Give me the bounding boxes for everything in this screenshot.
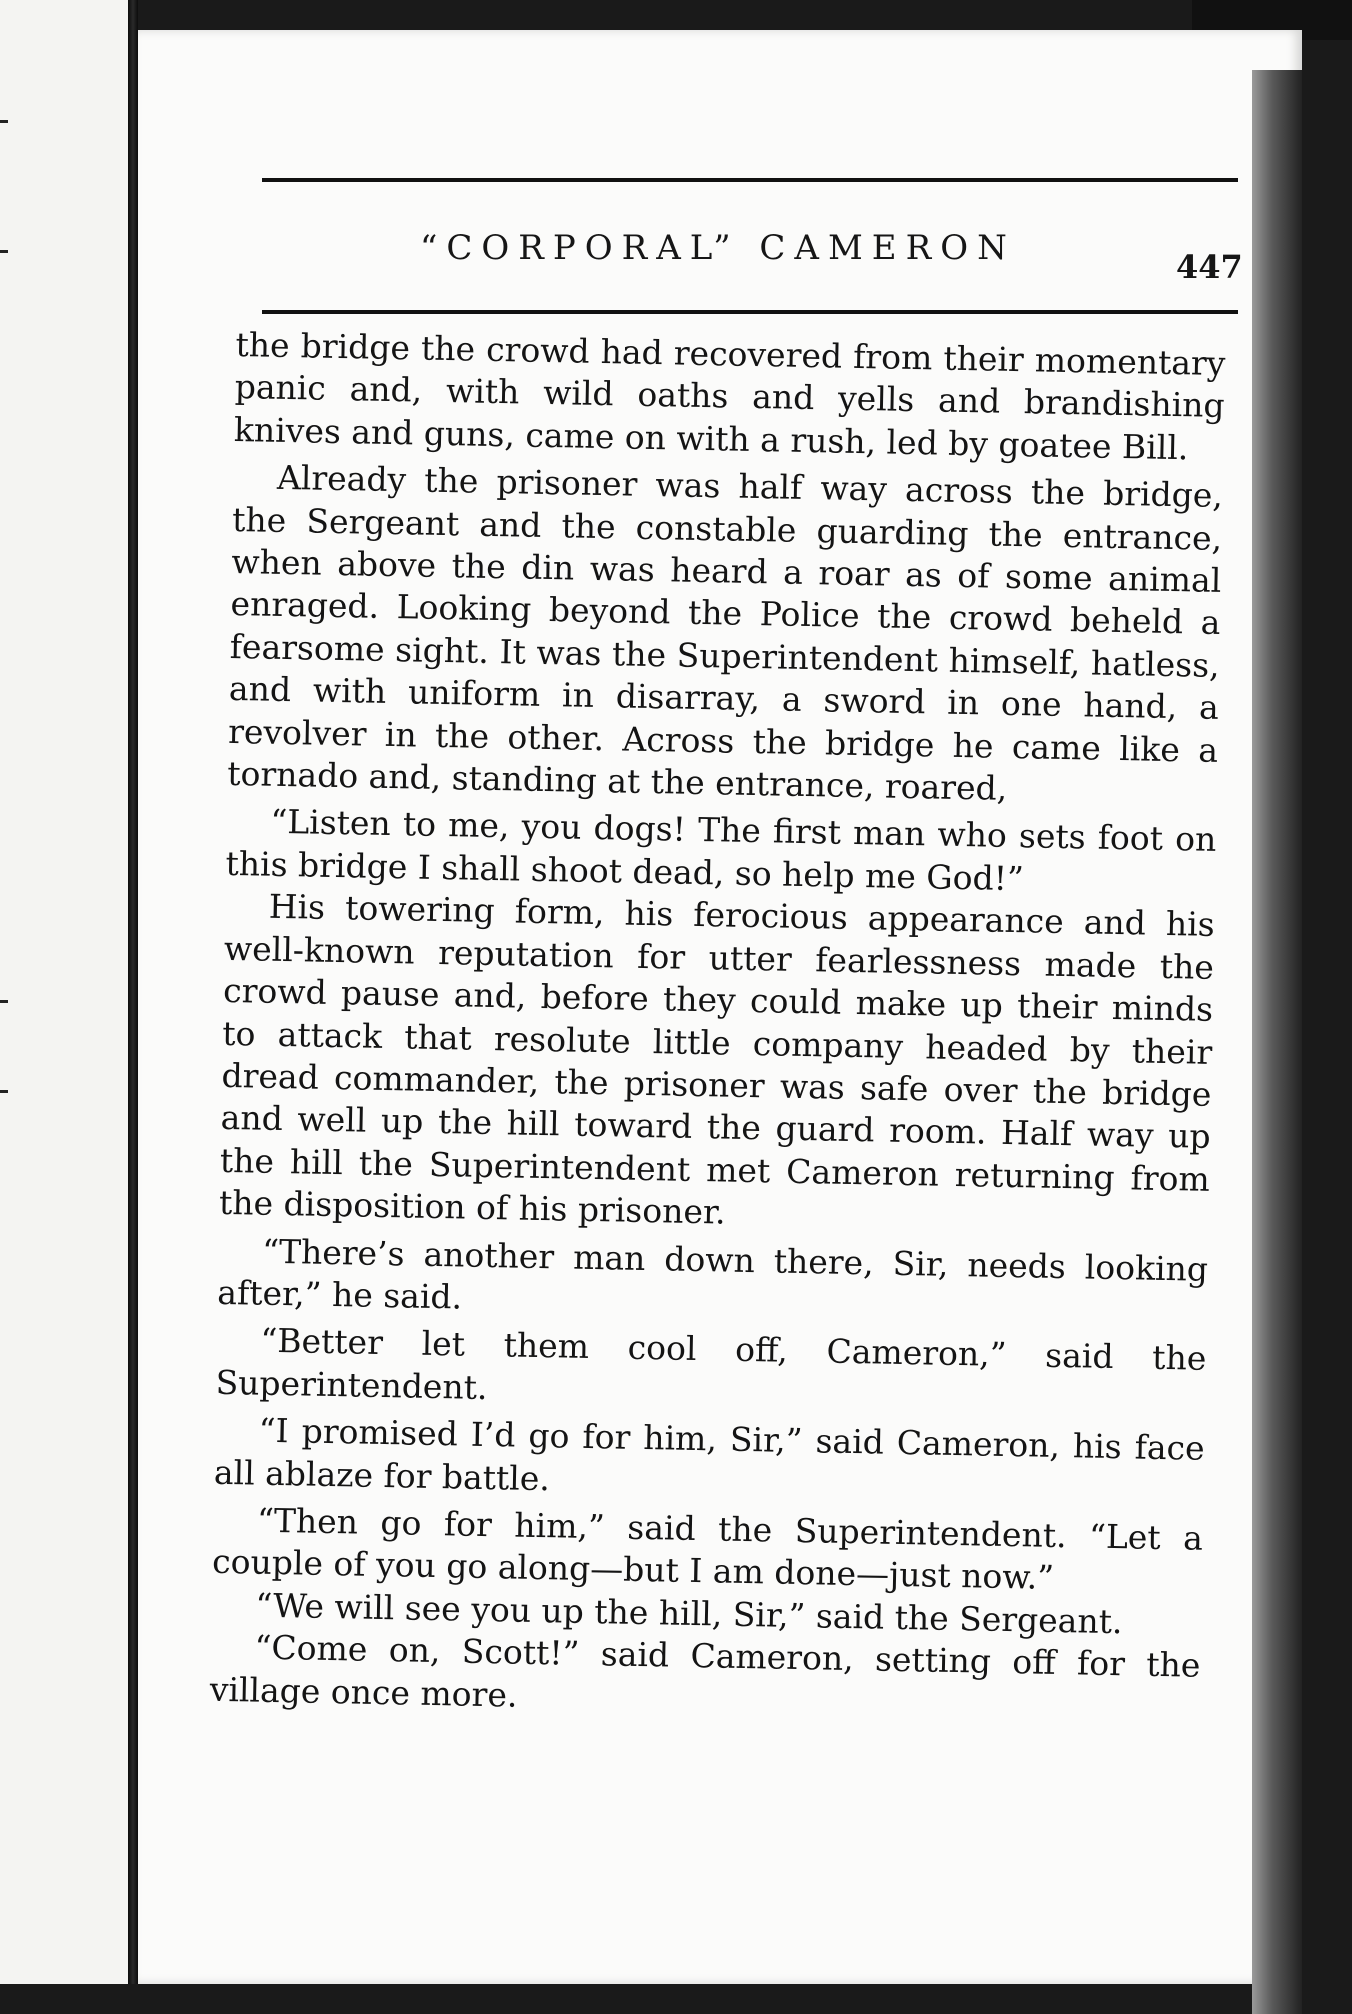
page-number: 447: [1176, 248, 1243, 286]
paragraph: “I promised I’d go for him, Sir,” said Cameron, his face all ablaze for battle.: [213, 1410, 1205, 1498]
header-rule-top: [262, 178, 1238, 182]
running-head: “CORPORAL” CAMERON: [420, 228, 1016, 268]
paragraph: “Then go for him,” said the Superintendent. “Let a couple of you go along—but I am done—just now.”: [211, 1500, 1204, 1598]
edge-mark: [0, 1000, 8, 1003]
paragraph: “Come on, Scott!” said Cameron, setting off for the village once more.: [209, 1627, 1201, 1715]
paragraph: “Better let them cool off, Cameron,” said the Superintendent.: [215, 1321, 1207, 1407]
paragraph: Already the prisoner was half way across the bridge, the Sergeant and the constable guarding the entrance, when above the din was heard a roar as of some animal enraged. Looking beyond the Police the crowd beheld a fearsome sight. It was the Superintendent himself, hatless, and with uniform in disarray, a sword in one hand, a revolver in the other. Across the bridge he came like a tornado and, standing at the entrance, roared,: [226, 458, 1224, 808]
header-rule-bottom: [262, 310, 1238, 314]
paragraph: the bridge the crowd had recovered from their momentary panic and, with wild oaths and yells and brandishing knives and guns, came on with a rush, led by goatee Bill.: [233, 324, 1226, 468]
paragraph: His towering form, his ferocious appearance and his well-known reputation for utter fearlessness made the crowd pause and, before they could make up their minds to attack that resolute little company headed by their dread commander, the prisoner was safe over the bridge and well up the hill toward the guard room. Half way up the hill the Superintendent met Cameron returning from the disposition of his prisoner.: [218, 887, 1216, 1232]
page-edge-shadow: [1252, 70, 1302, 2014]
body-text: [209, 324, 1226, 1735]
edge-mark: [0, 1090, 8, 1093]
edge-mark: [0, 250, 8, 253]
paragraph: “We will see you up the hill, Sir,” said the Sergeant.: [255, 1585, 1123, 1642]
paragraph: “Listen to me, you dogs! The first man who sets foot on this bridge I shall shoot dead, so help me God!”: [225, 802, 1217, 899]
facing-page-edge: [0, 0, 128, 1984]
paragraph: “There’s another man down there, Sir, needs looking after,” he said.: [217, 1231, 1209, 1317]
edge-mark: [0, 120, 8, 123]
book-spine: [128, 0, 138, 1984]
